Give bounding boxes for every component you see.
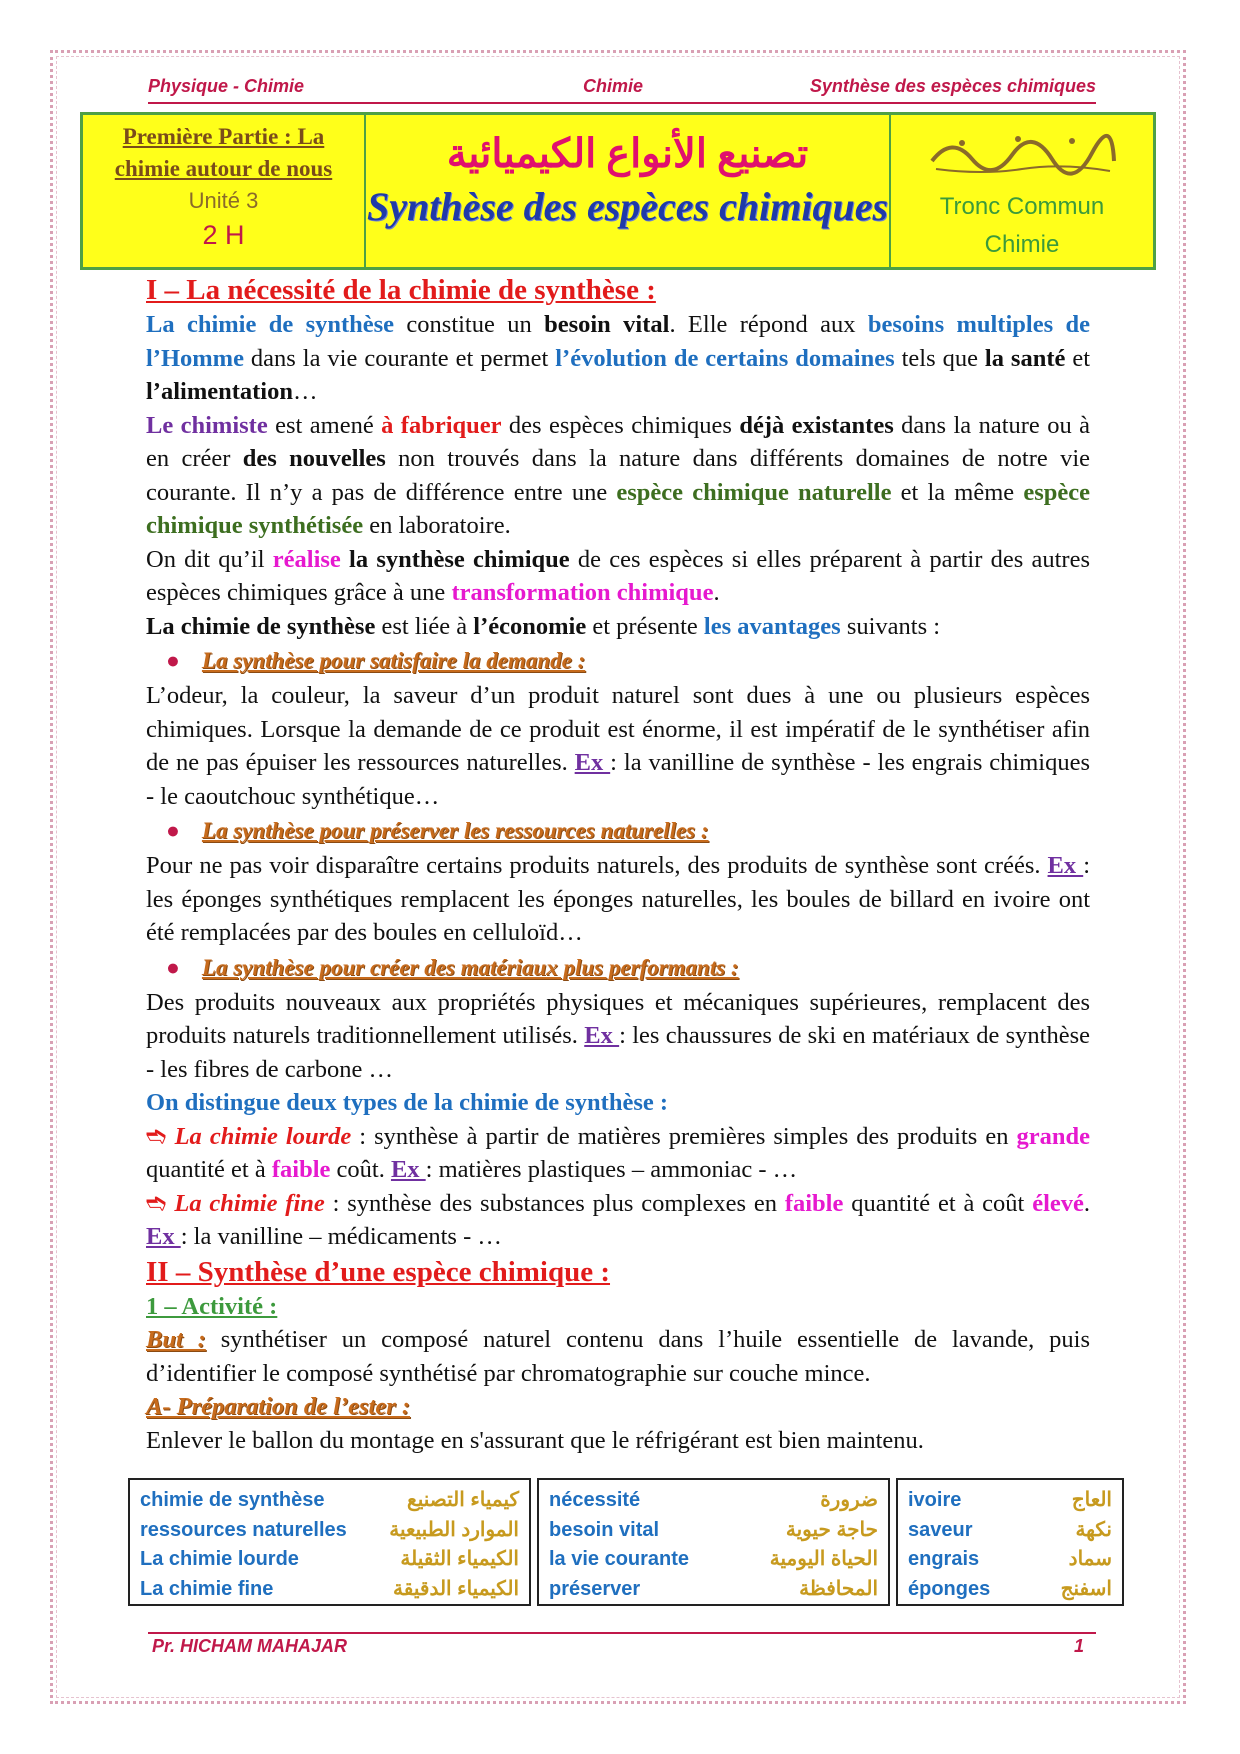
level-line1: Tronc Commun — [939, 193, 1105, 220]
page-header — [148, 76, 1096, 104]
vocab-box-2 — [537, 1478, 890, 1606]
p1-h: tels que — [894, 344, 985, 372]
vocab-fr: ressources naturelles — [140, 1518, 347, 1541]
t1-name: La chimie lourde — [174, 1122, 352, 1150]
t1-b: grande — [1016, 1122, 1091, 1150]
section2-title: II – Synthèse d’une espèce chimique : — [146, 1255, 611, 1288]
activity-title: 1 – Activité : — [146, 1292, 278, 1320]
type-fine — [146, 1187, 1090, 1254]
t2-e: . — [1083, 1189, 1091, 1217]
bullet-dot-icon: ● — [166, 818, 180, 843]
vocab-fr: La chimie lourde — [140, 1548, 299, 1570]
bullet-1 — [146, 643, 1090, 679]
t2-b: faible — [784, 1189, 844, 1217]
vocab-ar: الموارد الطبيعية — [389, 1518, 519, 1541]
paragraph-5 — [146, 679, 1090, 813]
t1-e: coût. — [330, 1156, 391, 1183]
t1-c: quantité et à — [146, 1156, 272, 1183]
vocab-fr: préserver — [549, 1577, 641, 1600]
p4-e: les avantages — [703, 612, 841, 640]
p2-k: espèce chimique synthétisée — [146, 478, 1091, 539]
main-content — [146, 272, 1090, 1457]
bullet-3-text: La synthèse pour créer des matériaux plus performants : — [201, 954, 739, 980]
vocab-box-3 — [896, 1478, 1124, 1606]
vocab-row — [549, 1486, 878, 1516]
vocab-ar: الكيمياء الدقيقة — [393, 1577, 519, 1600]
paragraph-6 — [146, 849, 1090, 950]
p2-f: dans la nature ou à en créer — [146, 411, 1090, 472]
vocab-fr: nécessité — [549, 1489, 641, 1511]
title-box-right — [891, 115, 1153, 267]
paragraph-3 — [146, 543, 1090, 610]
paragraph-4 — [146, 610, 1090, 644]
p2-c: à fabriquer — [381, 411, 502, 439]
vocab-row — [908, 1486, 1112, 1516]
goal-label: But : — [146, 1326, 206, 1353]
bullet-2-text: La synthèse pour préserver les ressources naturelles : — [201, 818, 709, 843]
p2-l: en laboratoire. — [363, 512, 511, 539]
types-title: On distingue deux types de la chimie de synthèse : — [146, 1089, 669, 1116]
p1-a: La chimie de synthèse — [146, 311, 395, 338]
bullet-1-text: La synthèse pour satisfaire la demande : — [201, 648, 586, 673]
vocab-fr: la vie courante — [549, 1548, 690, 1570]
vocab-row — [549, 1545, 878, 1575]
goal-text: synthétiser un composé naturel contenu dans l’huile essentielle de lavande, puis d’identifier le composé synthétisé par chromatographie sur couche mince. — [146, 1326, 1090, 1387]
section1-title: I – La nécessité de la chimie de synthèse : — [146, 274, 656, 306]
arabic-title: تصنيع الأنواع الكيميائية — [446, 131, 809, 176]
vocab-fr: saveur — [908, 1518, 973, 1541]
paragraph-2 — [146, 409, 1090, 543]
vocab-row — [908, 1516, 1112, 1546]
vocab-ar: سماد — [1068, 1548, 1112, 1570]
p2-a: Le chimiste — [146, 411, 268, 439]
p7-b: : les chaussures de ski en matériaux de synthèse - les fibres de carbone … — [146, 1022, 1091, 1083]
p2-g: des nouvelles — [242, 445, 386, 472]
t2-a: : synthèse des substances plus complexes en — [324, 1189, 785, 1217]
p1-g: l’évolution de certains domaines — [555, 344, 895, 372]
p2-d: des espèces chimiques — [501, 411, 740, 439]
vocab-row — [140, 1516, 519, 1546]
p3-e: de ces espèces si elles préparent à partir des autres espèces chimiques grâce à une — [146, 545, 1090, 606]
vocab-ar: المحافظة — [799, 1577, 878, 1600]
vocab-box-1 — [128, 1478, 531, 1606]
paragraph-1 — [146, 308, 1090, 409]
p4-b: est liée à — [375, 612, 474, 640]
paragraph-7 — [146, 986, 1090, 1087]
p2-b: est amené — [267, 411, 382, 439]
basmala-calligraphy-icon — [922, 125, 1122, 181]
type-heavy — [146, 1120, 1090, 1187]
bullet-2 — [146, 813, 1090, 849]
p1-c: besoin vital — [544, 311, 670, 338]
p6-ex: Ex — [1047, 852, 1084, 879]
bullet-dot-icon: ● — [166, 648, 180, 673]
p1-i: la santé — [984, 344, 1066, 372]
vocab-fr: chimie de synthèse — [140, 1489, 325, 1511]
p4-d: et présente — [586, 612, 704, 640]
french-title: Synthèse des espèces chimiques — [366, 184, 889, 229]
p4-a: La chimie de synthèse — [146, 612, 376, 640]
vocab-ar: كيمياء التصنيع — [407, 1489, 519, 1511]
p3-g: . — [713, 579, 720, 606]
footer-page-number: 1 — [1073, 1636, 1084, 1656]
p5-a: L’odeur, la couleur, la saveur d’un produit naturel sont dues à une ou plusieurs espèces chimiques. Lorsque la demande de ce produit est énorme, il est impératif de le synthétiser afin de ne pas épuiser les ressources naturelles. — [146, 682, 1090, 776]
p2-i: espèce chimique naturelle — [616, 478, 892, 506]
part-line1: Première Partie : La — [122, 124, 325, 149]
vocab-row — [549, 1575, 878, 1605]
p5-ex: Ex — [574, 749, 611, 776]
vocab-row — [140, 1545, 519, 1575]
vocab-fr: engrais — [908, 1548, 980, 1570]
t1-d: faible — [271, 1156, 331, 1183]
t1-ex: Ex — [390, 1156, 426, 1183]
vocab-fr: besoin vital — [549, 1518, 660, 1541]
t2-c: quantité et à coût — [843, 1189, 1033, 1217]
vocab-ar: الحياة اليومية — [769, 1548, 878, 1570]
p3-d: la synthèse chimique — [349, 545, 570, 573]
header-section: Chimie — [583, 76, 644, 96]
p2-h: non trouvés dans la nature dans différents domaines de notre vie courante. Il n’y a pas de différence entre une — [146, 445, 1091, 506]
p1-e: besoins multiples de l’Homme — [146, 311, 1090, 372]
bullet-dot-icon: ● — [166, 954, 180, 980]
vocab-ar: حاجة حيوية — [785, 1518, 878, 1541]
vocab-row — [908, 1545, 1112, 1575]
preparation-title: A- Préparation de l’ester : — [146, 1393, 411, 1420]
vocab-ar: اسفنج — [1060, 1577, 1112, 1600]
p3-c — [341, 546, 349, 573]
p6-b: : les éponges synthétiques remplacent les éponges naturelles, les boules de billard en ivoire ont été remplacées par des boules en celluloïd… — [146, 852, 1091, 946]
p1-j: et — [1065, 344, 1091, 372]
title-box-center — [366, 115, 891, 267]
p5-b: : la vanilline de synthèse - les engrais chimiques - le caoutchouc synthétique… — [146, 749, 1090, 810]
arrow-icon: ➬ — [146, 1122, 167, 1150]
t2-f: : la vanilline – médicaments - … — [180, 1223, 502, 1250]
p1-l: … — [293, 378, 318, 405]
p7-a: Des produits nouveaux aux propriétés physiques et mécaniques supérieures, remplacent des produits naturels traditionnellement utilisés. — [146, 988, 1090, 1049]
p4-c: l’économie — [473, 612, 587, 640]
page-footer — [148, 1632, 1096, 1658]
vocab-row — [549, 1516, 878, 1546]
preparation-text: Enlever le ballon du montage en s'assurant que le réfrigérant est bien maintenu. — [146, 1426, 924, 1454]
p1-d: . Elle répond aux — [669, 311, 868, 338]
vocab-ar: نكهة — [1075, 1518, 1112, 1541]
p2-e: déjà existantes — [739, 411, 894, 439]
vocab-fr: ivoire — [908, 1489, 962, 1511]
level-line2: Chimie — [984, 231, 1060, 258]
goal-paragraph — [146, 1323, 1090, 1390]
header-subject: Physique - Chimie — [148, 76, 305, 96]
t2-ex: Ex — [146, 1223, 181, 1250]
title-box-left — [83, 115, 366, 267]
vocab-ar: الكيمياء الثقيلة — [400, 1548, 519, 1570]
p4-f: suivants : — [840, 612, 941, 640]
arrow-icon: ➬ — [146, 1189, 167, 1217]
t1-f: : matières plastiques – ammoniac - … — [425, 1156, 798, 1183]
vocab-row — [140, 1575, 519, 1605]
bullet-3 — [146, 950, 1090, 986]
p3-f: transformation chimique — [451, 579, 714, 606]
title-box — [80, 112, 1156, 270]
vocab-row — [908, 1575, 1112, 1605]
p1-k: l’alimentation — [146, 378, 293, 405]
p6-a: Pour ne pas voir disparaître certains produits naturels, des produits de synthèse sont créés. — [146, 852, 1048, 879]
vocab-ar: العاج — [1071, 1489, 1112, 1511]
p2-j: et la même — [891, 478, 1024, 506]
header-topic: Synthèse des espèces chimiques — [809, 76, 1096, 96]
p1-b: constitue un — [394, 311, 545, 338]
p7-ex: Ex — [584, 1022, 620, 1049]
vocab-fr: éponges — [908, 1577, 991, 1600]
unit-label: Unité 3 — [188, 188, 259, 213]
vocab-row — [140, 1486, 519, 1516]
part-line2: chimie autour de nous — [114, 156, 333, 181]
p3-b: réalise — [272, 545, 341, 573]
t1-a: : synthèse à partir de matières premières simples des produits en — [351, 1122, 1017, 1150]
p1-f: dans la vie courante et permet — [243, 344, 556, 372]
vocab-fr: La chimie fine — [140, 1577, 274, 1600]
duration-label: 2 H — [202, 220, 245, 250]
p3-a: On dit qu’il — [146, 545, 273, 573]
t2-d: élevé — [1032, 1189, 1084, 1217]
footer-author: Pr. HICHAM MAHAJAR — [152, 1636, 348, 1656]
vocab-ar: ضرورة — [820, 1489, 878, 1511]
t2-name: La chimie fine — [174, 1189, 325, 1217]
